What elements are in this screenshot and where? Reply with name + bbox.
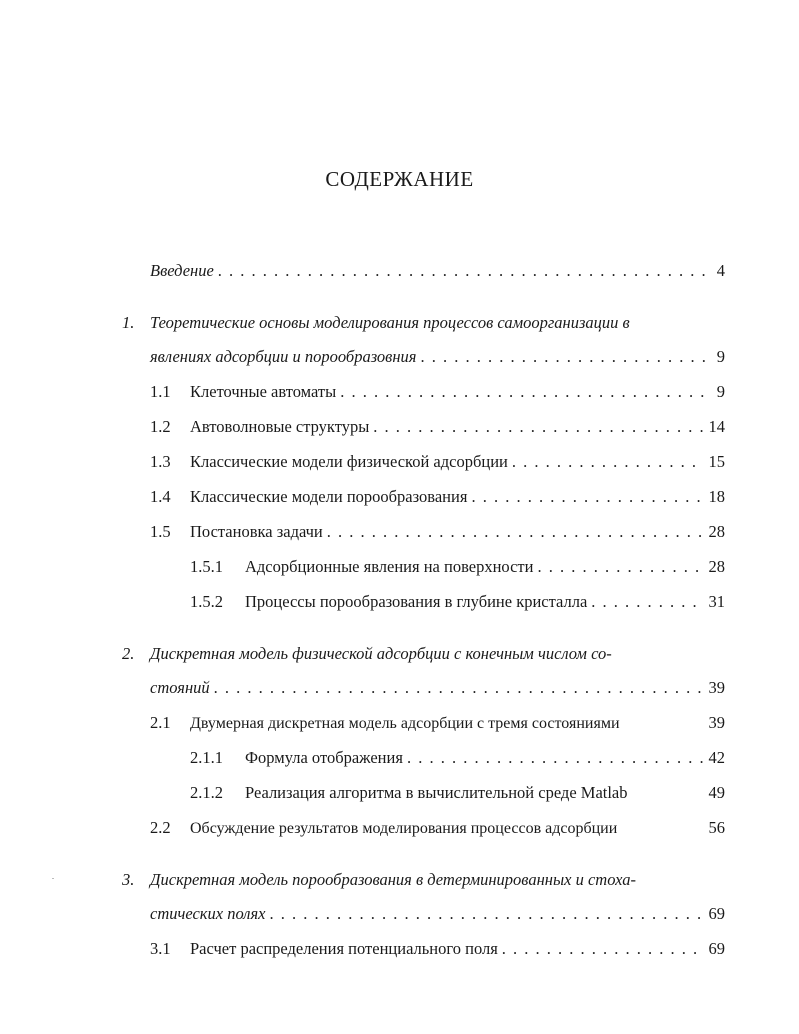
toc-chapter-title-line1: Дискретная модель физической адсорбции с конечным числом со- — [150, 644, 612, 663]
toc-chapter-title-line2 — [150, 344, 725, 370]
toc-page-number: 9 — [716, 347, 725, 366]
toc-entry-1-5-2 — [245, 589, 725, 615]
toc-entry-text: Формула отображения — [245, 748, 403, 767]
toc-entry-1-4 — [190, 484, 725, 510]
toc-chapter-2 — [122, 641, 134, 667]
toc-entry-2-1-2 — [245, 780, 725, 806]
toc-section-number: 1.5 — [150, 522, 171, 541]
toc-entry-text: Расчет распределения потенциального поля — [190, 939, 498, 958]
toc-subsection-number: 2.1.2 — [190, 783, 223, 802]
toc-subsection-number: 1.5.2 — [190, 592, 223, 611]
toc-section-number: 1.3 — [150, 452, 171, 471]
toc-section-number: 2.1 — [150, 713, 171, 732]
toc-leader-dots — [218, 258, 711, 284]
toc-chapter-number: 3. — [122, 870, 135, 889]
toc-leader-dots — [591, 589, 702, 615]
toc-entry-text: Классические модели порообразования — [190, 487, 468, 506]
toc-entry-text: Клеточные автоматы — [190, 382, 337, 401]
toc-section-number: 1.2 — [150, 417, 171, 436]
toc-entry-text: Автоволновые структуры — [190, 417, 370, 436]
toc-section-number: 3.1 — [150, 939, 171, 958]
toc-chapter-3 — [122, 867, 134, 893]
toc-leader-dots — [502, 936, 703, 962]
toc-chapter-title-line2 — [150, 675, 725, 701]
toc-chapter-1 — [122, 310, 134, 336]
toc-leader-dots — [471, 484, 702, 510]
toc-section-number: 1.4 — [150, 487, 171, 506]
toc-entry-text: Постановка задачи — [190, 522, 323, 541]
toc-entry-text: Двумерная дискретная модель адсорбции с тремя состояниями — [190, 715, 620, 732]
toc-entry-text: Адсорбционные явления на поверхности — [245, 557, 534, 576]
toc-chapter-number: 1. — [122, 313, 135, 332]
toc-page-number: 56 — [708, 818, 725, 837]
toc-entry-text: Реализация алгоритма в вычислительной среде Matlab — [245, 783, 628, 802]
toc-chapter-number: 2. — [122, 644, 135, 663]
toc-entry-2-2 — [190, 815, 725, 841]
toc-leader-dots — [407, 745, 703, 771]
toc-entry-text: Введение — [150, 261, 214, 280]
toc-entry-1-5 — [190, 519, 725, 545]
toc-page-number: 9 — [716, 382, 725, 401]
toc-subsection-number: 1.5.1 — [190, 557, 223, 576]
toc-page-number: 49 — [708, 783, 725, 802]
toc-section-number: 1.1 — [150, 382, 171, 401]
toc-entry-1-1 — [190, 379, 725, 405]
toc-section-number: 2.2 — [150, 818, 171, 837]
toc-page-number: 31 — [708, 592, 725, 611]
toc-chapter-title-line1: Теоретические основы моделирования процессов самоорганизации в — [150, 313, 630, 332]
toc-page-number: 14 — [708, 417, 725, 436]
toc-entry-1-2 — [190, 414, 725, 440]
toc-entry-text: стояний — [150, 678, 210, 697]
toc-chapter-title-line2 — [150, 901, 725, 927]
toc-chapter-title-line1: Дискретная модель порообразования в детерминированных и стоха- — [150, 870, 636, 889]
toc-leader-dots — [512, 449, 703, 475]
toc-entry-1-3 — [190, 449, 725, 475]
toc-entry-text: явлениях адсорбции и порообразовния — [150, 347, 417, 366]
toc-entry-text: Классические модели физической адсорбции — [190, 452, 508, 471]
scan-speck — [52, 878, 54, 879]
toc-page-number: 18 — [708, 487, 725, 506]
toc-page-number: 39 — [708, 713, 725, 732]
toc-leader-dots — [214, 675, 703, 701]
toc-subsection-number: 2.1.1 — [190, 748, 223, 767]
toc-entry-text: Процессы порообразования в глубине кристалла — [245, 592, 588, 611]
toc-entry-text: Обсуждение результатов моделирования процессов адсорбции — [190, 820, 618, 837]
toc-page-number: 28 — [708, 557, 725, 576]
toc-leader-dots — [373, 414, 702, 440]
toc-entry-2-1-1 — [245, 745, 725, 771]
toc-entry-text: стических полях — [150, 904, 266, 923]
toc-leader-dots — [420, 344, 710, 370]
toc-page-number: 15 — [708, 452, 725, 471]
toc-entry-2-1 — [190, 710, 725, 736]
toc-leader-dots — [537, 554, 702, 580]
toc-page-number: 4 — [716, 261, 725, 280]
toc-page-number: 39 — [708, 678, 725, 697]
toc-page-number: 69 — [708, 939, 725, 958]
toc-leader-dots — [340, 379, 711, 405]
toc-entry-1-5-1 — [245, 554, 725, 580]
toc-page-number: 28 — [708, 522, 725, 541]
toc-page-number: 69 — [708, 904, 725, 923]
toc-entry-intro — [150, 258, 725, 284]
toc-leader-dots — [327, 519, 703, 545]
toc-page-number: 42 — [708, 748, 725, 767]
toc-leader-dots — [269, 901, 702, 927]
page-title: СОДЕРЖАНИЕ — [325, 167, 474, 191]
toc-entry-3-1 — [190, 936, 725, 962]
